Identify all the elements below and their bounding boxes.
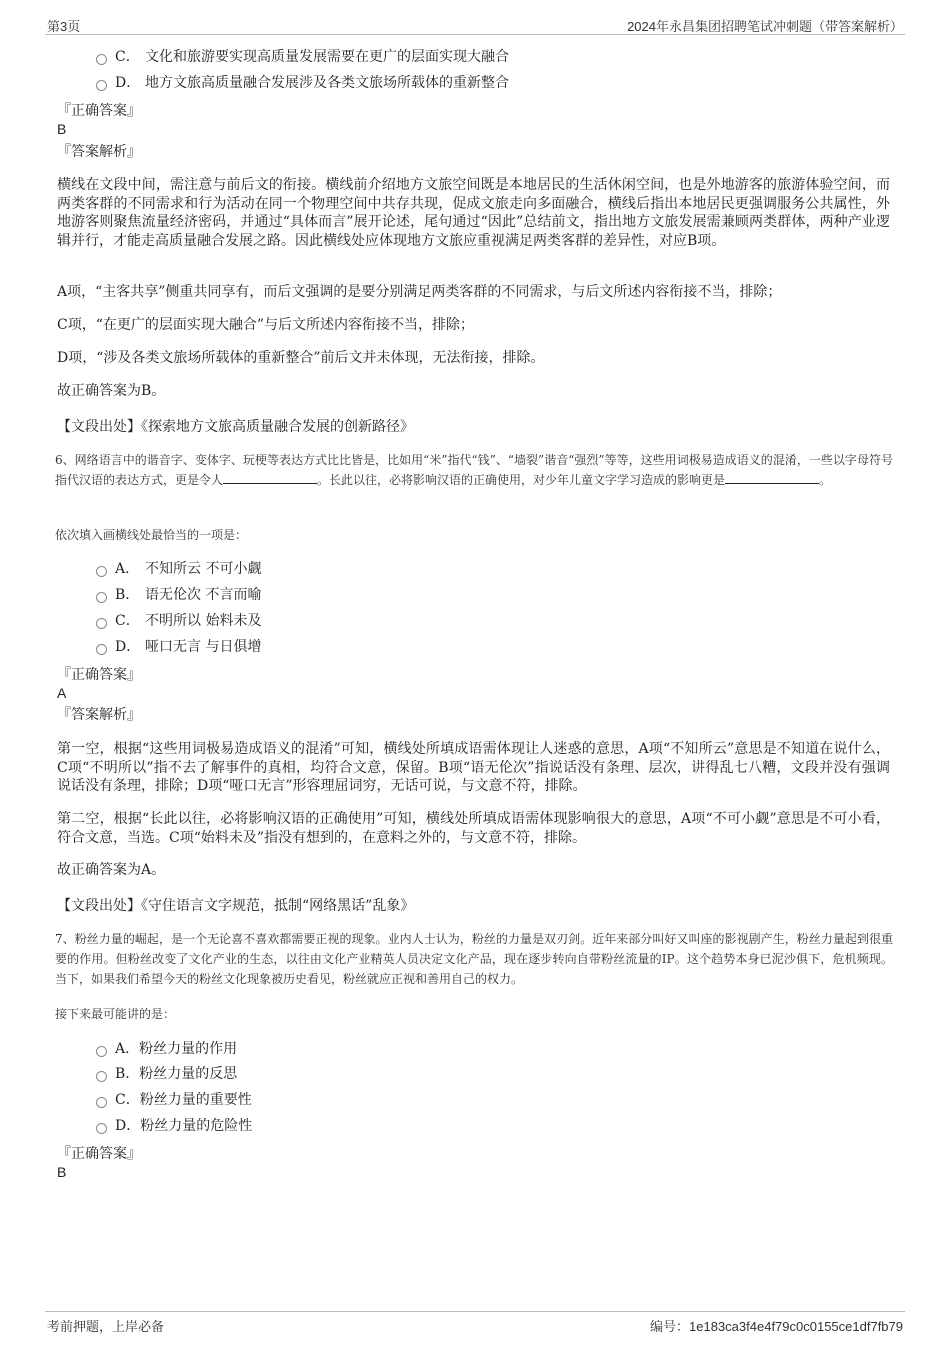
option-d[interactable]: D． 哑口无言 与日俱增 [96, 638, 261, 656]
question-prompt: 依次填入画横线处最恰当的一项是： [55, 528, 248, 542]
option-c[interactable]: C． 不明所以 始料未及 [96, 612, 261, 630]
answer-value: A [57, 685, 67, 701]
option-c[interactable]: C．粉丝力量的重要性 [96, 1091, 252, 1109]
page-footer [45, 1311, 905, 1336]
source-citation: 【文段出处】《探索地方文旅高质量融合发展的创新路径》 [57, 419, 414, 435]
radio-icon[interactable] [96, 1046, 107, 1057]
radio-icon[interactable] [96, 566, 107, 577]
analysis-label: 『答案解析』 [57, 144, 141, 160]
analysis-paragraph: 第二空，根据“长此以往，必将影响汉语的正确使用”可知，横线处所填成语需体现影响很大的意思，A项“不可小觑”意思是不可小看，符合文意，当选。C项“始料未及”指没有想到的，在意料之外的，与文意不符，排除。 [57, 811, 890, 846]
analysis-paragraph: C项，“在更广的层面实现大融合”与后文所述内容衔接不当，排除； [57, 317, 475, 333]
answer-value: B [57, 121, 67, 137]
fill-blank [725, 471, 819, 484]
analysis-label: 『答案解析』 [57, 707, 141, 723]
radio-icon[interactable] [96, 644, 107, 655]
document-code: 编号：1e183ca3f4e4f79c0c0155ce1df7fb79 [650, 1319, 903, 1334]
radio-icon[interactable] [96, 1123, 107, 1134]
radio-icon[interactable] [96, 80, 107, 91]
answer-value: B [57, 1164, 67, 1180]
analysis-paragraph: 第一空，根据“这些用词极易造成语义的混淆”可知，横线处所填成语需体现让人迷惑的意思，A项“不知所云”意思是不知道在说什么，C项“不明所以”指不去了解事件的真相，均符合文意，保留。B项“语无伦次”指说话没有条理、层次，讲得乱七八糟，文段并没有强调说话没有条理，排除；D项“哑口无言”形容理屈词穷，无话可说，与文意不符，排除。 [57, 741, 890, 794]
option-d[interactable]: D．粉丝力量的危险性 [96, 1117, 252, 1135]
radio-icon[interactable] [96, 618, 107, 629]
question-stem: 7、粉丝力量的崛起，是一个无论喜不喜欢都需要正视的现象。业内人士认为，粉丝的力量是双刃剑。近年来部分叫好又叫座的影视剧产生，粉丝力量起到很重要的作用。但粉丝改变了文化产业的生态，以往由文化产业精英人员决定文化产品，现在逐步转向自带粉丝流量的IP。这个趋势本身已泥沙俱下，危机频现。当下，如果我们希望今天的粉丝文化现象被历史看见，粉丝就应正视和善用自己的权力。 [55, 932, 893, 986]
radio-icon[interactable] [96, 592, 107, 603]
option-b[interactable]: B． 语无伦次 不言而喻 [96, 586, 261, 604]
analysis-paragraph: A项，“主客共享”侧重共同享有，而后文强调的是要分别满足两类客群的不同需求，与后文所述内容衔接不当，排除； [57, 284, 782, 300]
analysis-conclusion: 故正确答案为A。 [57, 862, 166, 878]
option-c[interactable]: C． 文化和旅游要实现高质量发展需要在更广的层面实现大融合 [96, 48, 509, 66]
analysis-conclusion: 故正确答案为B。 [57, 383, 166, 399]
answer-label: 『正确答案』 [57, 667, 141, 683]
answer-label: 『正确答案』 [57, 1146, 141, 1162]
option-a[interactable]: A．粉丝力量的作用 [96, 1040, 237, 1058]
question-stem: 6、网络语言中的谐音字、变体字、玩梗等表达方式比比皆是，比如用“米”指代“钱”、“墙裂”谐音“强烈”等等，这些用词极易造成语义的混淆，一些以字母符号指代汉语的表达方式，更是令人 。长此以往，必将影响汉语的正确使用，对少年儿童文字学习造成的影响更是 。 [55, 453, 893, 487]
page-number: 第3页 [47, 19, 81, 34]
answer-label: 『正确答案』 [57, 103, 141, 119]
source-citation: 【文段出处】《守住语言文字规范，抵制“网络黑话”乱象》 [57, 898, 415, 914]
option-b[interactable]: B．粉丝力量的反思 [96, 1065, 237, 1083]
analysis-paragraph: 横线在文段中间，需注意与前后文的衔接。横线前介绍地方文旅空间既是本地居民的生活休闲空间，也是外地游客的旅游体验空间，而两类客群的不同需求和行为活动在同一个物理空间中共存共现，促成文旅走向多面融合，横线后指出本地居民更强调服务公共属性，外地游客则聚焦流量经济密码，并通过“具体而言”展开论述，尾句通过“因此”总结前文，指出地方文旅发展需兼顾两类群体，两种产业逻辑并行，才能走高质量融合发展之路。因此横线处应体现地方文旅应重视满足两类客群的差异性，对应B项。 [57, 177, 890, 249]
radio-icon[interactable] [96, 54, 107, 65]
fill-blank [223, 471, 317, 484]
page-header [45, 14, 905, 35]
footer-slogan: 考前押题，上岸必备 [47, 1319, 165, 1334]
document-title: 2024年永昌集团招聘笔试冲刺题（带答案解析） [627, 19, 903, 34]
question-prompt: 接下来最可能讲的是： [55, 1007, 176, 1021]
radio-icon[interactable] [96, 1071, 107, 1082]
analysis-paragraph: D项，“涉及各类文旅场所载体的重新整合”前后文并未体现，无法衔接，排除。 [57, 350, 545, 366]
radio-icon[interactable] [96, 1097, 107, 1108]
option-d[interactable]: D． 地方文旅高质量融合发展涉及各类文旅场所载体的重新整合 [96, 74, 509, 92]
option-a[interactable]: A． 不知所云 不可小觑 [96, 560, 261, 578]
